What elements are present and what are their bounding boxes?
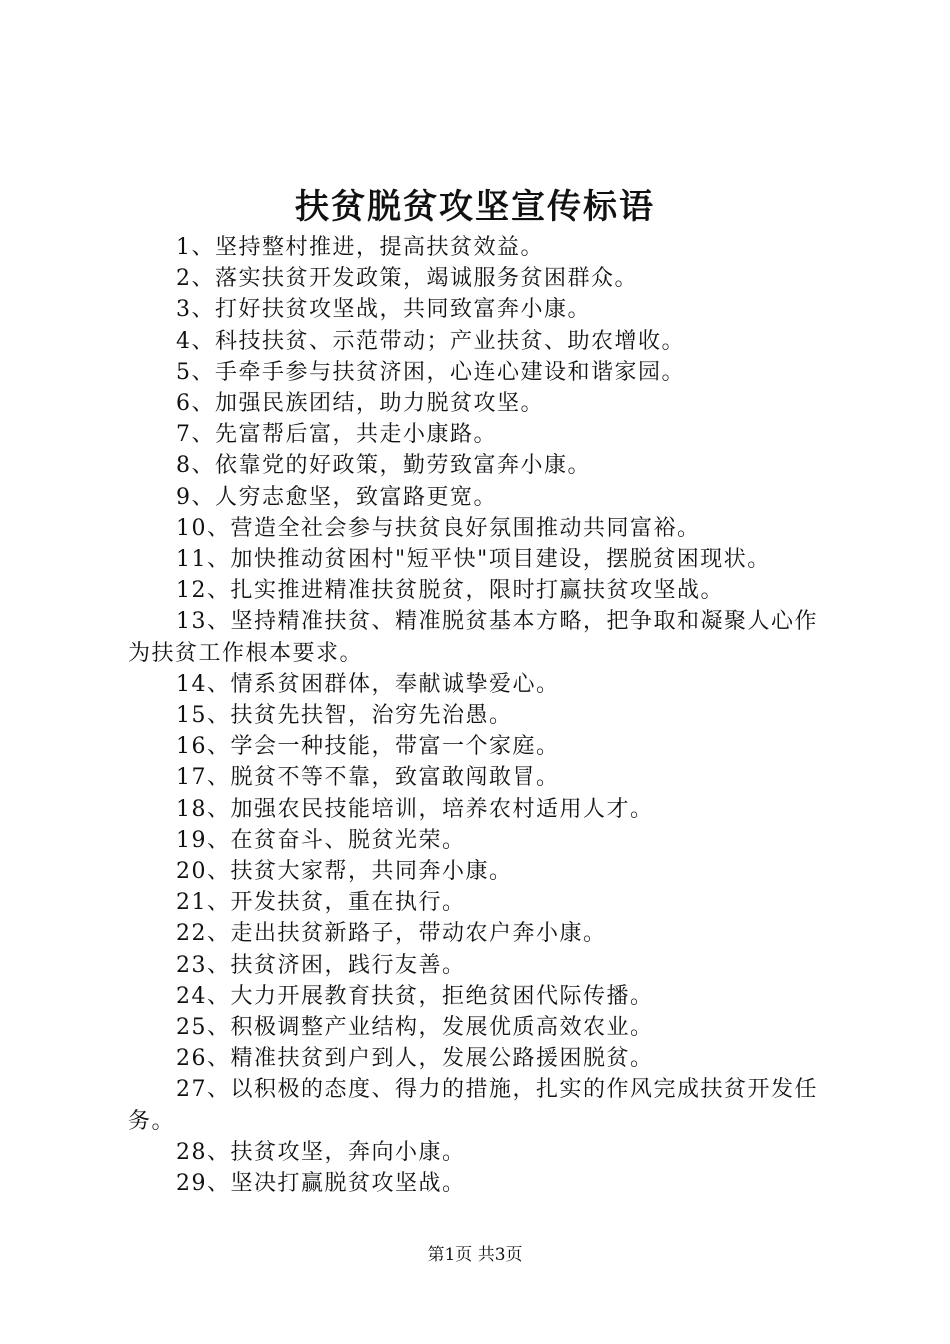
slogan-item: 19、在贫奋斗、脱贫光荣。 [176, 827, 466, 853]
slogan-item: 10、营造全社会参与扶贫良好氛围推动共同富裕。 [176, 515, 701, 541]
slogan-item: 24、大力开展教育扶贫，拒绝贫困代际传播。 [176, 983, 654, 1009]
slogan-item: 14、情系贫困群体，奉献诚挚爱心。 [176, 671, 560, 697]
slogan-item: 20、扶贫大家帮，共同奔小康。 [176, 859, 513, 885]
slogan-item: 13、坚持精准扶贫、精准脱贫基本方略，把争取和凝聚人心作为扶贫工作根本要求。 [128, 609, 818, 666]
slogan-item: 6、加强民族团结，助力脱贫攻坚。 [176, 391, 544, 417]
slogan-item: 22、走出扶贫新路子，带动农户奔小康。 [176, 921, 607, 947]
slogan-item: 12、扎实推进精准扶贫脱贫，限时打赢扶贫攻坚战。 [176, 578, 724, 604]
slogan-item: 1、坚持整村推进，提高扶贫效益。 [176, 235, 544, 260]
slogan-item: 21、开发扶贫，重在执行。 [176, 890, 466, 916]
slogan-item: 5、手牵手参与扶贫济困，心连心建设和谐家园。 [176, 359, 685, 385]
slogan-item: 4、科技扶贫、示范带动；产业扶贫、助农增收。 [176, 328, 685, 354]
slogan-item: 3、打好扶贫攻坚战，共同致富奔小康。 [176, 297, 591, 323]
slogan-item: 16、学会一种技能，带富一个家庭。 [176, 734, 560, 760]
page-title: 扶贫脱贫攻坚宣传标语 [295, 187, 655, 227]
slogan-item: 11、加快推动贫困村"短平快"项目建设，摆脱贫困现状。 [176, 547, 771, 573]
page-footer: 第1页 共3页 [427, 1245, 523, 1265]
slogan-item: 29、坚决打赢脱贫攻坚战。 [176, 1171, 466, 1197]
slogan-item: 28、扶贫攻坚，奔向小康。 [176, 1139, 466, 1165]
slogan-item: 25、积极调整产业结构，发展优质高效农业。 [176, 1015, 654, 1041]
slogan-item: 7、先富帮后富，共走小康路。 [176, 422, 497, 448]
slogan-item: 23、扶贫济困，践行友善。 [176, 952, 466, 978]
slogan-item: 17、脱贫不等不靠，致富敢闯敢冒。 [176, 765, 560, 791]
slogan-item: 2、落实扶贫开发政策，竭诚服务贫困群众。 [176, 266, 638, 292]
slogan-item: 9、人穷志愈坚，致富路更宽。 [176, 484, 497, 510]
slogan-item: 26、精准扶贫到户到人，发展公路援困脱贫。 [176, 1046, 654, 1072]
slogan-item: 15、扶贫先扶智，治穷先治愚。 [176, 703, 513, 729]
slogan-item: 8、依靠党的好政策，勤劳致富奔小康。 [176, 453, 591, 479]
slogan-item: 18、加强农民技能培训，培养农村适用人才。 [176, 796, 654, 822]
slogan-list [128, 232, 838, 1199]
slogan-item: 27、以积极的态度、得力的措施，扎实的作风完成扶贫开发任务。 [128, 1077, 818, 1134]
